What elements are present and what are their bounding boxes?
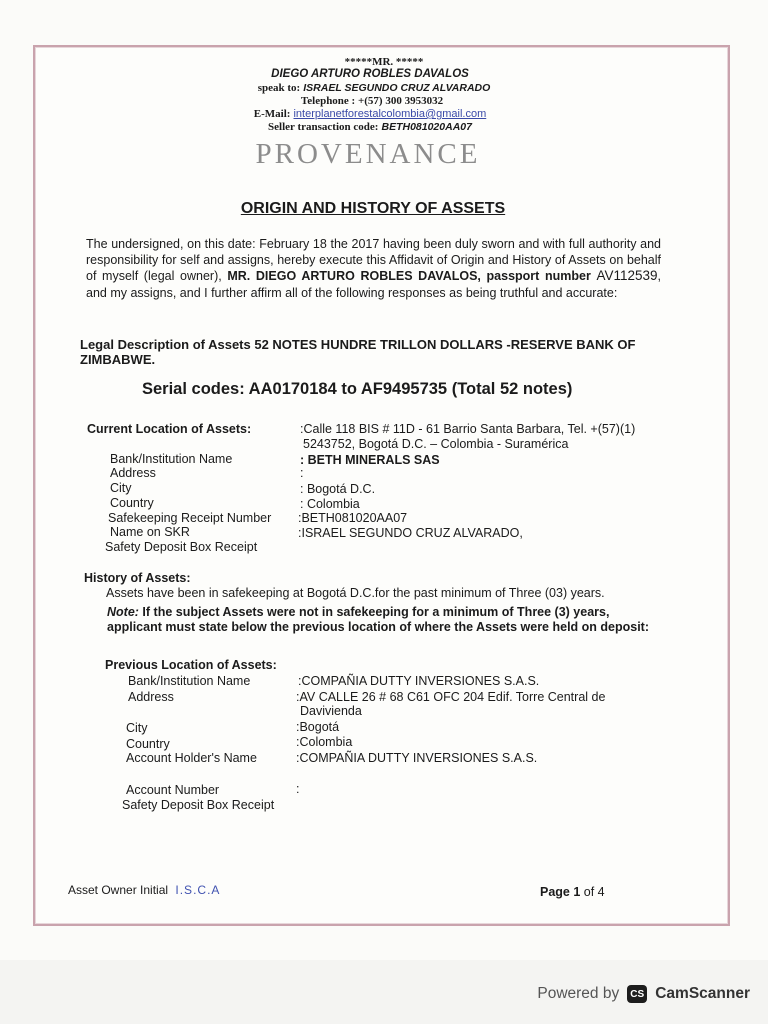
page-number [540, 885, 605, 899]
prev-label-country: Country [126, 737, 170, 751]
previous-location-heading: Previous Location of Assets: [105, 658, 277, 672]
document-title: ORIGIN AND HISTORY OF ASSETS [240, 200, 506, 217]
field-label-city: City [110, 481, 132, 495]
header-email [0, 108, 754, 120]
history-note [107, 605, 663, 635]
header-title: *****MR. ***** [344, 56, 424, 68]
prev-label-address: Address [128, 690, 174, 704]
powered-by-text: Powered by [537, 985, 620, 1002]
field-value-country: : Colombia [300, 497, 360, 511]
prev-label-bank: Bank/Institution Name [128, 674, 251, 688]
camscanner-brand: CamScanner [655, 985, 750, 1002]
intro-paragraph [86, 236, 661, 301]
seller-code-label: Seller transaction code: [268, 121, 379, 133]
header-seller-code [0, 121, 754, 133]
email-link[interactable]: interplanetforestalcolombia@gmail.com [293, 108, 487, 120]
provenance-heading: PROVENANCE [255, 138, 481, 170]
asset-owner-initial [68, 883, 220, 897]
note-label: Note: [107, 605, 139, 619]
prev-label-account-number: Account Number [126, 783, 220, 797]
seller-code-value: BETH081020AA07 [381, 121, 472, 133]
prev-value-holder: :COMPAÑIA DUTTY INVERSIONES S.A.S. [296, 751, 538, 765]
field-label-deposit-box: Safety Deposit Box Receipt [105, 540, 258, 554]
header-speak-to [0, 82, 758, 94]
initial-label: Asset Owner Initial [68, 883, 169, 897]
field-label-skr-number: Safekeeping Receipt Number [108, 511, 272, 525]
page-suffix: of 4 [580, 885, 605, 899]
prev-value-address-2: Davivienda [300, 704, 362, 718]
serial-codes: Serial codes: AA0170184 to AF9495735 (Total 52 notes) [142, 380, 573, 398]
speak-to-value: ISRAEL SEGUNDO CRUZ ALVARADO [303, 82, 491, 94]
prev-value-country: :Colombia [296, 735, 353, 749]
prev-value-city: :Bogotá [296, 720, 340, 734]
intro-text-1: The undersigned, on this date: February 18 the 2017 having been duly sworn and with full authority and responsibility for self and assigns, hereby execute this Affidavit of Origin and History of Assets on behalf of myself (legal owner), [86, 237, 661, 284]
field-value-city: : Bogotá D.C. [300, 482, 376, 496]
field-label-address: Address [110, 466, 156, 480]
field-value-bank: : BETH MINERALS SAS [300, 453, 440, 467]
camscanner-logo-icon: CS [627, 985, 647, 1003]
field-value-name-on-skr: :ISRAEL SEGUNDO CRUZ ALVARADO, [298, 526, 523, 540]
note-text: If the subject Assets were not in safekeeping for a minimum of Three (3) years, applicant must state below the previous location of where the Assets were held on deposit: [107, 605, 649, 634]
prev-label-deposit-box: Safety Deposit Box Receipt [122, 798, 275, 812]
history-heading: History of Assets: [84, 571, 191, 585]
intro-passport: AV112539 [596, 268, 658, 284]
initials-value: I.S.C.A [175, 883, 221, 897]
intro-owner-bold: MR. DIEGO ARTURO ROBLES DAVALOS, passport number [227, 269, 597, 284]
page-current: 1 [573, 885, 581, 899]
camscanner-watermark [537, 985, 750, 1003]
field-label-name-on-skr: Name on SKR [110, 525, 190, 539]
field-label-country: Country [110, 496, 154, 510]
page-prefix: Page [540, 885, 574, 899]
intro-text-2: , and my assigns, and I further affirm all of the following responses as being truthful and accurate: [86, 269, 661, 300]
current-location-value-2: 5243752, Bogotá D.C. – Colombia - Suramérica [303, 437, 569, 451]
header-name: DIEGO ARTURO ROBLES DAVALOS [271, 68, 469, 80]
prev-label-city: City [126, 721, 148, 735]
current-location-heading: Current Location of Assets: [87, 422, 252, 436]
legal-description: Legal Description of Assets 52 NOTES HUNDRE TRILLON DOLLARS -RESERVE BANK OF ZIMBABWE. [80, 337, 636, 367]
current-location-value-1: :Calle 118 BIS # 11D - 61 Barrio Santa Barbara, Tel. +(57)(1) [300, 422, 636, 436]
prev-value-bank: :COMPAÑIA DUTTY INVERSIONES S.A.S. [298, 674, 540, 688]
history-text: Assets have been in safekeeping at Bogotá D.C.for the past minimum of Three (03) years. [106, 586, 605, 600]
header-telephone: Telephone : +(57) 300 3953032 [300, 95, 444, 107]
prev-value-account-number: : [296, 782, 300, 796]
speak-to-label: speak to: [257, 82, 301, 94]
prev-label-holder: Account Holder's Name [126, 751, 257, 765]
prev-value-address: :AV CALLE 26 # 68 C61 OFC 204 Edif. Torre Central de [296, 690, 606, 704]
email-label: E-Mail: [253, 108, 291, 120]
field-value-skr-number: :BETH081020AA07 [298, 511, 408, 525]
field-value-address: : [300, 466, 304, 480]
field-label-bank: Bank/Institution Name [110, 452, 233, 466]
